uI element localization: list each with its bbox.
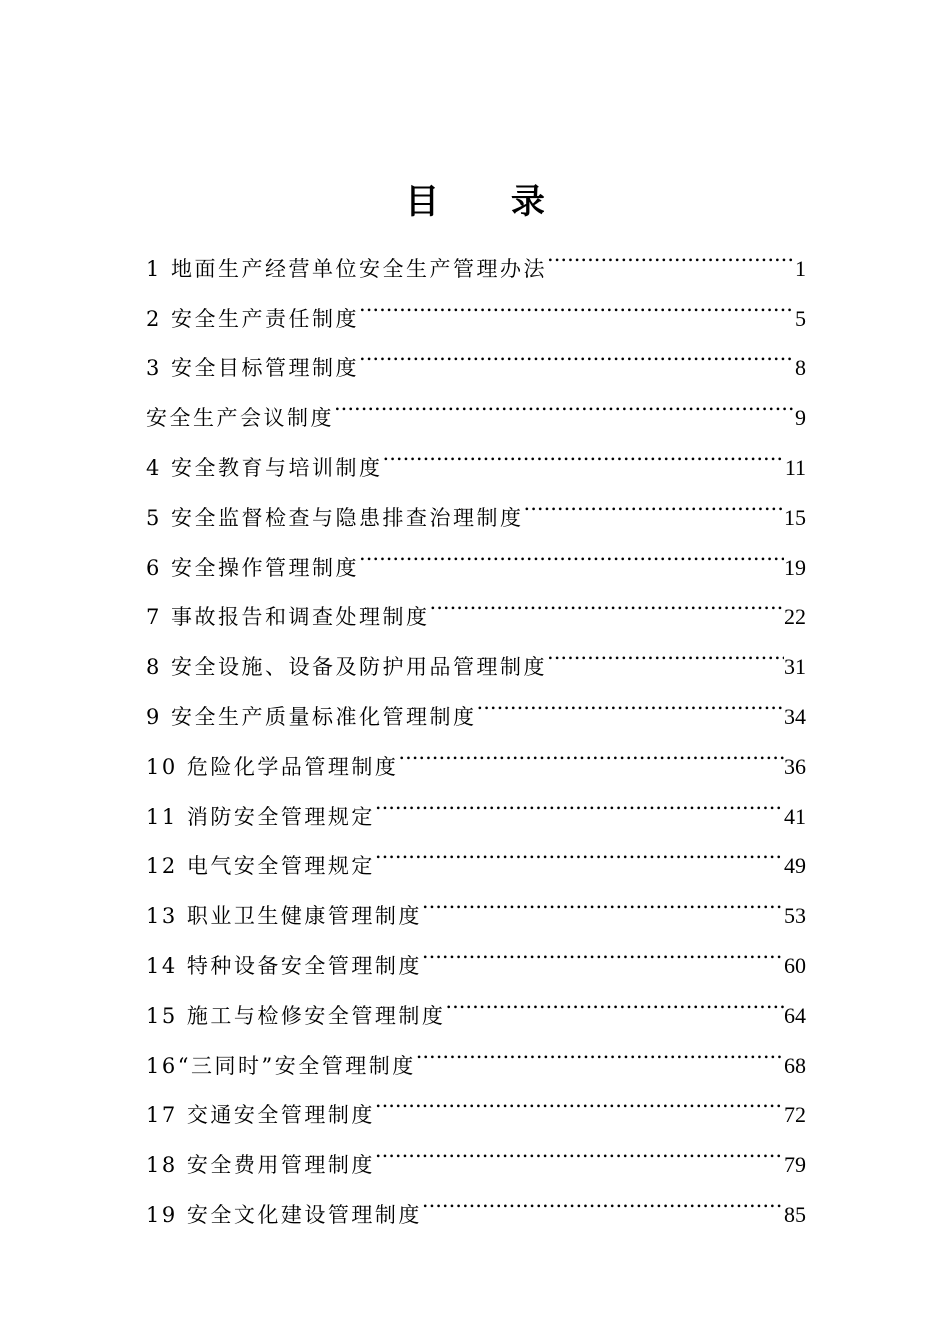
toc-page-number: 53 — [784, 903, 806, 929]
toc-page-number: 60 — [784, 952, 806, 978]
toc-entry-title: 15 施工与检修安全管理制度 — [146, 1003, 446, 1028]
toc-page-number: 41 — [784, 803, 806, 829]
toc-dot-leader — [422, 923, 784, 973]
toc-page-number: 1 — [795, 255, 806, 281]
toc-dot-leader — [383, 425, 785, 475]
toc-entry-title: 9 安全生产质量标准化管理制度 — [146, 704, 477, 729]
toc-entry-title: 18 安全费用管理制度 — [146, 1153, 375, 1178]
toc-dot-leader — [375, 1122, 784, 1172]
toc-dot-leader — [375, 824, 784, 874]
toc-entry-title: 安全生产会议制度 — [146, 406, 334, 431]
toc-page-number: 15 — [784, 504, 806, 530]
toc-entry-title: 1 地面生产经营单位安全生产管理办法 — [146, 256, 548, 281]
toc-page-number: 11 — [784, 454, 806, 480]
toc-dot-leader — [445, 973, 784, 1023]
toc-dot-leader — [375, 774, 784, 824]
toc-page-number: 5 — [795, 305, 806, 331]
toc-dot-leader — [524, 475, 784, 525]
toc-title: 目 录 — [405, 182, 575, 222]
toc-page-number: 19 — [784, 554, 806, 580]
toc-dot-leader — [547, 624, 784, 674]
toc-entry-title: 13 职业卫生健康管理制度 — [146, 904, 422, 929]
toc-page-number: 34 — [784, 703, 806, 729]
toc-dot-leader — [334, 375, 795, 425]
toc-dot-leader — [359, 326, 795, 376]
toc-dot-leader — [422, 873, 784, 923]
toc-entry-title: 3 安全目标管理制度 — [146, 356, 360, 381]
toc-entry-title: 2 安全生产责任制度 — [146, 306, 360, 331]
table-of-contents — [146, 226, 806, 1227]
toc-dot-leader — [477, 674, 784, 724]
toc-entry-title: 17 交通安全管理制度 — [146, 1103, 375, 1128]
toc-page-number: 22 — [784, 604, 806, 630]
toc-entry-title: 14 特种设备安全管理制度 — [146, 953, 422, 978]
toc-page-number: 79 — [784, 1152, 806, 1178]
toc-dot-leader — [547, 226, 795, 276]
toc-dot-leader — [359, 525, 784, 575]
toc-page-number: 9 — [795, 405, 806, 431]
toc-entry-title: 7 事故报告和调查处理制度 — [146, 605, 430, 630]
toc-entry[interactable] — [146, 226, 806, 281]
toc-entry-title: 19 安全文化建设管理制度 — [146, 1202, 422, 1227]
toc-entry-title: 12 电气安全管理规定 — [146, 854, 375, 879]
toc-page-number: 85 — [784, 1201, 806, 1227]
toc-entry-title: 16“三同时”安全管理制度 — [146, 1053, 416, 1078]
toc-page-number: 49 — [784, 853, 806, 879]
toc-page-number: 36 — [784, 753, 806, 779]
toc-entry-title: 8 安全设施、设备及防护用品管理制度 — [146, 655, 548, 680]
toc-page-number: 68 — [784, 1052, 806, 1078]
toc-entry-title: 4 安全教育与培训制度 — [146, 455, 383, 480]
toc-entry-title: 6 安全操作管理制度 — [146, 555, 360, 580]
toc-entry-title: 10 危险化学品管理制度 — [146, 754, 399, 779]
toc-dot-leader — [422, 1172, 784, 1222]
toc-dot-leader — [375, 1073, 784, 1123]
toc-page-number: 31 — [784, 654, 806, 680]
toc-page-number: 72 — [784, 1102, 806, 1128]
toc-entry-title: 11 消防安全管理规定 — [146, 804, 375, 829]
toc-dot-leader — [359, 276, 795, 326]
toc-page-number: 64 — [784, 1002, 806, 1028]
toc-dot-leader — [430, 575, 784, 625]
toc-page-number: 8 — [795, 355, 806, 381]
toc-entry-title: 5 安全监督检查与隐患排查治理制度 — [146, 505, 524, 530]
toc-dot-leader — [416, 1023, 784, 1073]
toc-dot-leader — [398, 724, 784, 774]
